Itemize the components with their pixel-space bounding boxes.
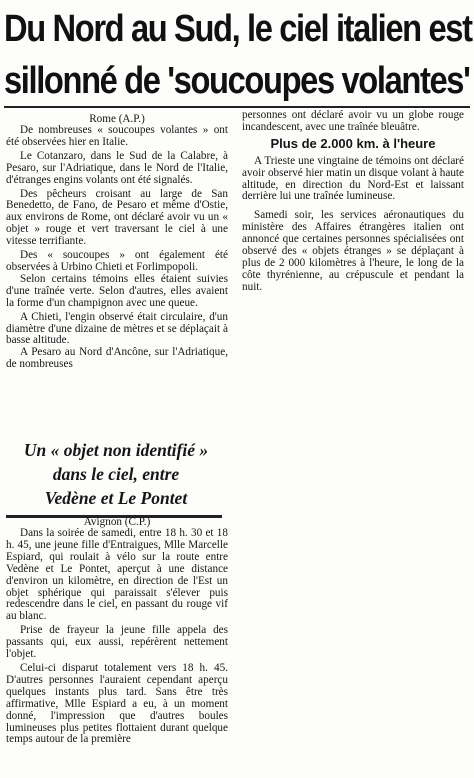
article-paragraph: Prise de frayeur la jeune fille appela des passants qui, eux aussi, repérèrent nettement l'objet. [6, 624, 228, 661]
article-paragraph: Celui-ci disparut totalement vers 18 h. 45. D'autres personnes l'auraient cependant aperçu quelques instants plus tard. Sans être très affirmative, Mlle Espiard a eu, à un moment donné, l'impression que d'autres boules lumineuses plus petites flottaient durant quelque temps autour de la première [6, 661, 228, 746]
left-article-byline: Rome (A.P.) [89, 113, 145, 125]
article-paragraph: Des pêcheurs croisant au large de San Benedetto, de Fano, de Pesaro et même d'Ostie, aux environs de Rome, ont déclaré avoir vu un « objet » rouge et vert traversant le ciel à une vitesse terrifiante. [6, 187, 228, 248]
second-title-line-1: Un « objet non identifié » [23, 440, 209, 460]
article-paragraph: Dans la soirée de samedi, entre 18 h. 30 et 18 h. 45, une jeune fille d'Entraigues, Mlle Marcelle Espiard, qui roulait à vélo sur la route entre Vedène et Le Pontet, aperçut à une distance d'environ un kilomètre, en direction de l'Est un objet sphérique qui paraissait s'élever puis redescendre dans le ciel, en passant du rouge vif au blanc. [6, 527, 228, 623]
headline-rule [4, 106, 470, 108]
article-paragraph: A Trieste une vingtaine de témoins ont déclaré avoir observé hier matin un disque volant à haute altitude, en direction du Nord-Est et laissant derrière lui une traînée lumineuse. [242, 154, 464, 203]
article-paragraph: A Pesaro au Nord d'Ancône, sur l'Adriatique, de nombreuses [6, 346, 228, 371]
left-article [6, 113, 228, 371]
article-paragraph: Selon certains témoins elles étaient suivies d'une traînée verte. Selon d'autres, elles avaient la forme d'un champignon avec une queue. [6, 272, 228, 309]
article-paragraph: A Chieti, l'engin observé était circulaire, d'un diamètre d'une dizaine de mètres et se déplaçait à basse altitude. [6, 310, 228, 347]
second-article-title [4, 438, 228, 510]
headline-line-1: Du Nord au Sud, le ciel italien est [4, 8, 472, 50]
right-article [242, 110, 464, 294]
article-paragraph: Le Cotanzaro, dans le Sud de la Calabre, à Pesaro, sur l'Adriatique, dans le Nord de l'Italie, d'étranges engins volants ont été signalés. [6, 149, 228, 186]
second-article [6, 516, 228, 746]
article-paragraph: Des « soucoupes » ont également été observées à Urbino Chieti et Forlimpopoli. [6, 249, 228, 273]
second-article-byline: Avignon (C.P.) [83, 516, 151, 528]
article-paragraph: personnes ont déclaré avoir vu un globe rouge incandescent, avec une traînée bleuâtre. [242, 109, 464, 133]
second-title-line-3: Vedène et Le Pontet [44, 488, 188, 508]
headline-line-2: sillonné de 'soucoupes volantes' [4, 60, 470, 102]
second-title-line-2: dans le ciel, entre [52, 464, 180, 484]
article-paragraph: De nombreuses « soucoupes volantes » ont été observées hier en Italie. [6, 124, 228, 148]
headline [4, 4, 473, 108]
article-paragraph: Samedi soir, les services aéronautiques du ministère des Affaires étrangères italien ont annoncé que certaines personnes spécialisées ont observé des « objets étranges » se déplaçant à plus de 2 000 kilomètres à l'heure, le long de la côte thyrénienne, au crépuscule et pendant la nuit. [242, 209, 464, 293]
right-article-subheading: Plus de 2.000 km. à l'heure [270, 135, 436, 151]
